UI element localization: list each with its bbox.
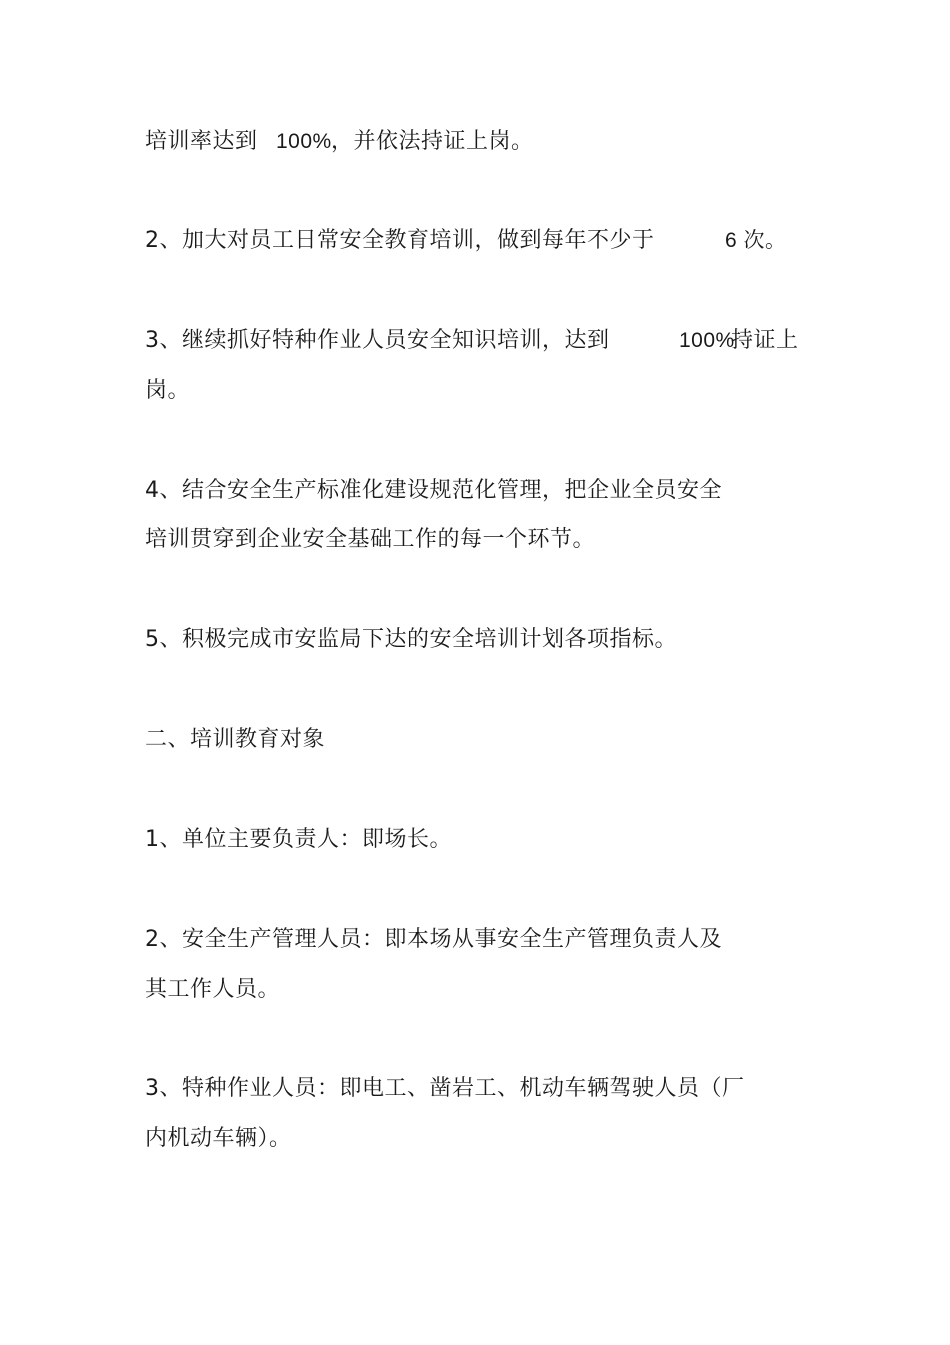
- list-item-text: 1、单位主要负责人：即场长。: [145, 827, 452, 852]
- text-segment: 岗。: [145, 378, 191, 403]
- list-item-text: 3、特种作业人员：即电工、凿岩工、机动车辆驾驶人员（厂: [145, 1076, 745, 1101]
- text-segment: 内机动车辆）。: [145, 1126, 292, 1151]
- text-segment: 其工作人员。: [145, 977, 281, 1002]
- heading-text: 二、培训教育对象: [145, 727, 326, 752]
- list-item-text: 2、加大对员工日常安全教育培训，做到每年不少于: [145, 228, 655, 253]
- list-item-text: 2、安全生产管理人员：即本场从事安全生产管理负责人及: [145, 927, 722, 952]
- text-segment: 持证上: [731, 328, 799, 353]
- text-segment: 培训贯穿到企业安全基础工作的每一个环节。: [145, 527, 596, 552]
- text-segment: ，并依法持证上岗。: [331, 129, 534, 154]
- percentage-value: 100%: [276, 130, 332, 153]
- list-item-text: 3、继续抓好特种作业人员安全知识培训，达到: [145, 328, 610, 353]
- list-item-text: 5、积极完成市安监局下达的安全培训计划各项指标。: [145, 627, 677, 652]
- count-value: 6 次。: [725, 229, 787, 252]
- list-item-text: 4、结合安全生产标准化建设规范化管理，把企业全员安全: [145, 478, 722, 503]
- text-segment: 培训率达到: [145, 129, 258, 154]
- percentage-value: 100%: [679, 329, 735, 352]
